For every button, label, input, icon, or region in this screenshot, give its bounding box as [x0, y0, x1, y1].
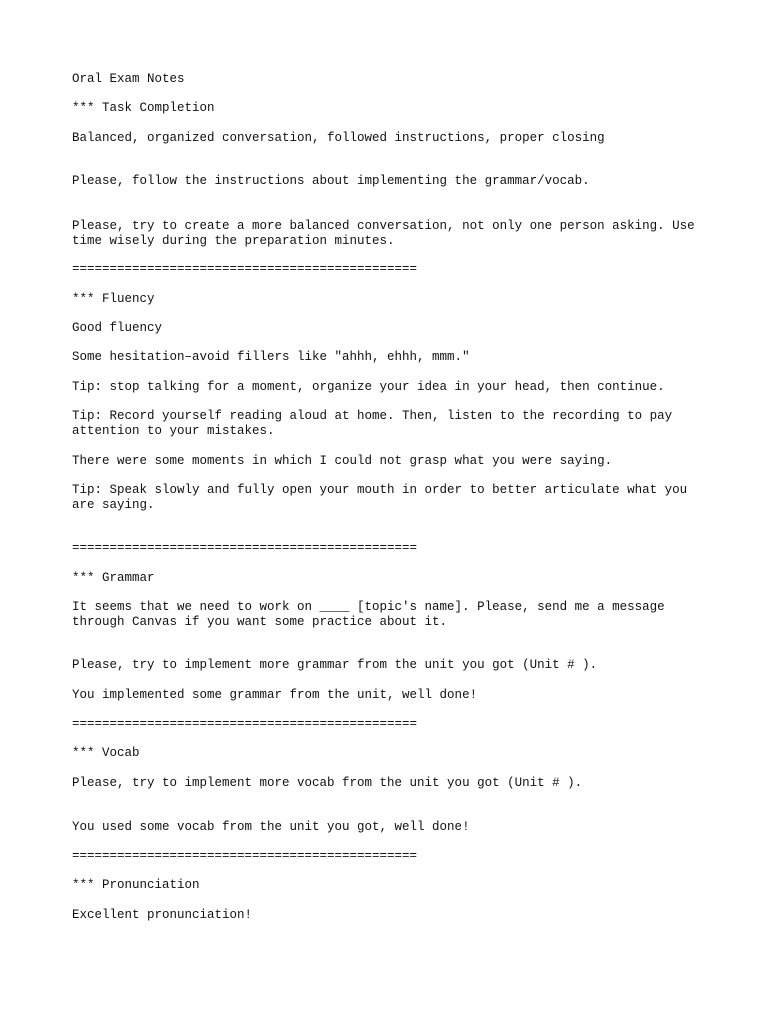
fluency-unclear-note: There were some moments in which I could not grasp what you were saying.: [72, 454, 613, 468]
fluency-speak-tip: Tip: Speak slowly and fully open your mouth in order to better articulate what you are saying.: [72, 483, 695, 512]
grammar-well-done-note: You implemented some grammar from the unit, well done!: [72, 688, 478, 702]
grammar-implement-more-note: Please, try to implement more grammar from the unit you got (Unit # ).: [72, 658, 598, 672]
fluency-hesitation-note: Some hesitation–avoid fillers like "ahhh, ehhh, mmm.": [72, 350, 470, 364]
vocab-heading: *** Vocab: [72, 746, 140, 760]
task-completion-summary: Balanced, organized conversation, followed instructions, proper closing: [72, 131, 605, 145]
document-title: Oral Exam Notes: [72, 72, 185, 86]
fluency-pause-tip: Tip: stop talking for a moment, organize your idea in your head, then continue.: [72, 380, 665, 394]
fluency-record-tip: Tip: Record yourself reading aloud at home. Then, listen to the recording to pay attention to your mistakes.: [72, 409, 680, 438]
grammar-heading: *** Grammar: [72, 571, 155, 585]
pronunciation-heading: *** Pronunciation: [72, 878, 200, 892]
pronunciation-excellent-note: Excellent pronunciation!: [72, 908, 253, 922]
section-separator: ==============================================: [72, 541, 418, 555]
task-completion-heading: *** Task Completion: [72, 101, 215, 115]
vocab-well-done-note: You used some vocab from the unit you got, well done!: [72, 820, 470, 834]
task-completion-balance-note: Please, try to create a more balanced conversation, not only one person asking. Use time wisely during the preparation minutes.: [72, 219, 703, 248]
section-separator: ==============================================: [72, 717, 418, 731]
section-separator: ==============================================: [72, 262, 418, 276]
fluency-heading: *** Fluency: [72, 292, 155, 306]
fluency-good-note: Good fluency: [72, 321, 163, 335]
task-completion-instructions-note: Please, follow the instructions about implementing the grammar/vocab.: [72, 174, 590, 188]
grammar-work-on-note: It seems that we need to work on ____ [topic's name]. Please, send me a message through Canvas if you want some practice about it.: [72, 600, 673, 629]
vocab-implement-more-note: Please, try to implement more vocab from the unit you got (Unit # ).: [72, 776, 583, 790]
section-separator: ==============================================: [72, 849, 418, 863]
